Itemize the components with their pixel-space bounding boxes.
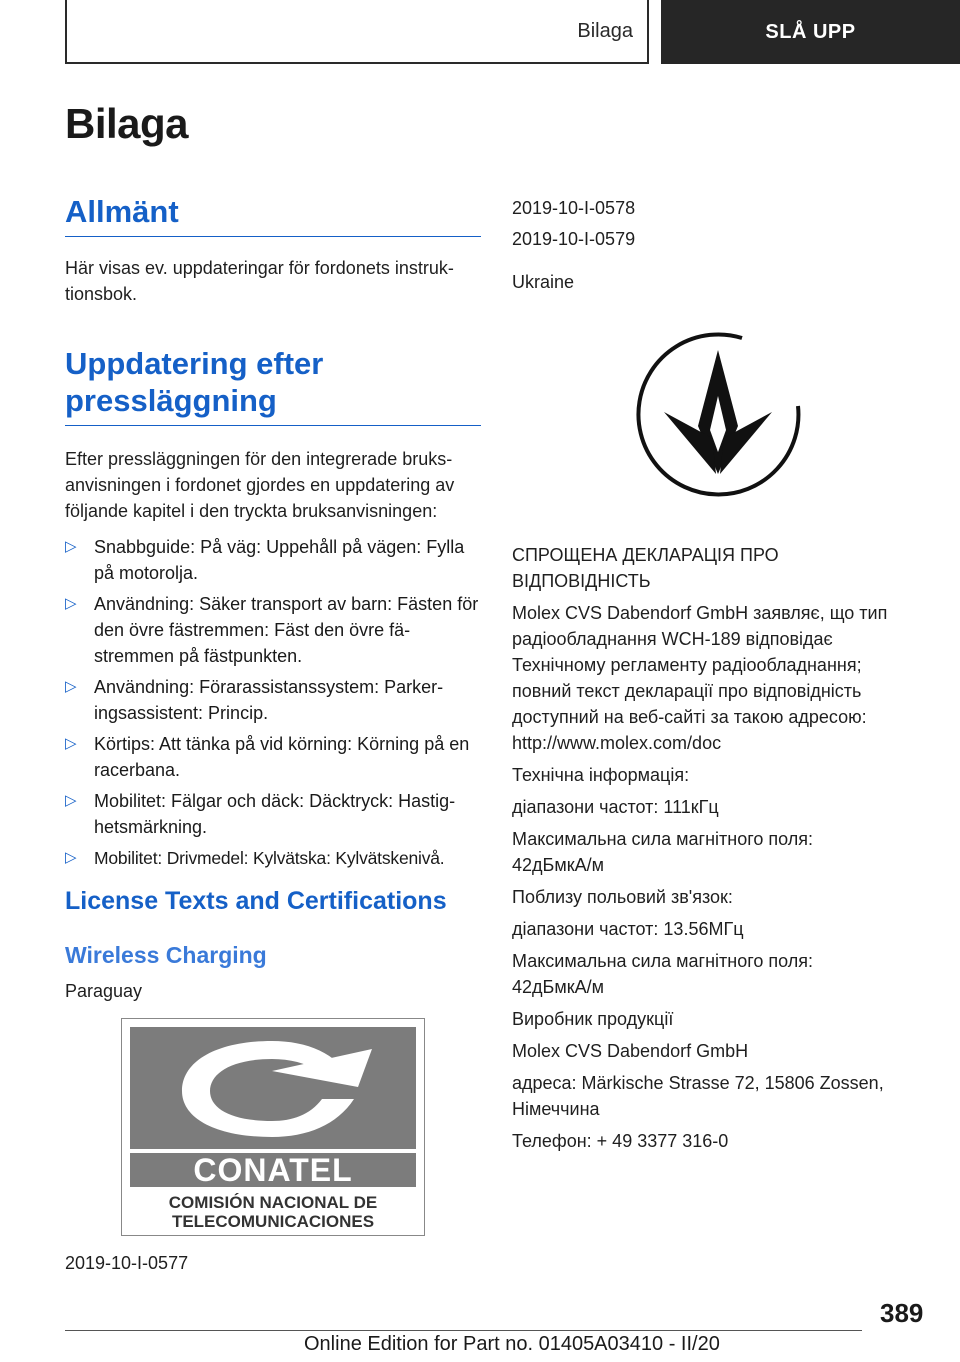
ukraine-conformity-mark-icon <box>630 326 806 502</box>
ukraine-label: Ukraine <box>512 272 575 292</box>
list-item: ▷ Användning: Förarassistanssystem: Parker-ingsassistent: Princip. <box>65 674 481 726</box>
update-heading-line1: Uppdatering efter <box>65 346 324 381</box>
frequency-range-2: діапазони частот: 13.56МГц <box>512 919 744 939</box>
cert-id-paraguay: 2019-10-I-0577 <box>65 1253 189 1273</box>
tech-info-label: Технічна інформація: <box>512 765 690 785</box>
triangle-bullet-icon: ▷ <box>65 735 77 752</box>
nfc-label: Поблизу польовий зв'язок: <box>512 887 733 907</box>
manufacturer-phone: Телефон: + 49 3377 316-0 <box>512 1131 729 1151</box>
declaration-text <box>512 542 922 1160</box>
section-tab[interactable] <box>65 0 649 64</box>
triangle-bullet-icon: ▷ <box>65 792 77 809</box>
conatel-logo <box>121 1018 425 1236</box>
update-list <box>65 534 481 871</box>
page-number: 389 <box>880 1298 924 1328</box>
frequency-range-1: діапазони частот: 111кГц <box>512 797 719 817</box>
triangle-bullet-icon: ▷ <box>65 538 77 555</box>
allmant-heading: Allmänt <box>65 193 481 237</box>
section-tab-label: Bilaga <box>577 19 633 42</box>
conatel-line1: COMISIÓN NACIONAL DE <box>168 1193 378 1212</box>
list-item: ▷ Körtips: Att tänka på vid körning: Körning på en racerbana. <box>65 731 481 783</box>
list-item: ▷ Snabbguide: På väg: Uppehåll på vägen: Fylla på motorolja. <box>65 534 481 586</box>
list-item: ▷ Mobilitet: Fälgar och däck: Däcktryck: Hastig-hetsmärkning. <box>65 788 481 840</box>
page-title: Bilaga <box>65 100 189 147</box>
declaration-title: СПРОЩЕНА ДЕКЛАРАЦІЯ ПРО ВІДПОВІДНІСТЬ <box>512 545 779 591</box>
allmant-text: Här visas ev. uppdateringar för fordonets instruk-tionsbok. <box>65 258 454 304</box>
cert-id: 2019-10-I-0578 <box>512 198 636 218</box>
magnetic-field-2: Максимальна сила магнітного поля: 42дБмкА/м <box>512 951 814 997</box>
manufacturer-name: Molex CVS Dabendorf GmbH <box>512 1041 749 1061</box>
update-intro: Efter pressläggningen för den integrerade bruks-anvisningen i fordonet gjordes en uppdatering av följande kapitel i den tryckta bruksanvisningen: <box>65 449 455 521</box>
manufacturer-address: адреса: Märkische Strasse 72, 15806 Zossen, Німеччина <box>512 1073 884 1119</box>
paraguay-label: Paraguay <box>65 981 143 1001</box>
conatel-brand: CONATEL <box>193 1151 353 1188</box>
lookup-tab[interactable] <box>661 0 960 64</box>
triangle-bullet-icon: ▷ <box>65 595 77 612</box>
magnetic-field-1: Максимальна сила магнітного поля: 42дБмкА/м <box>512 829 814 875</box>
list-item: ▷ Mobilitet: Drivmedel: Kylvätska: Kylvätskenivå. <box>65 845 481 871</box>
license-heading: License Texts and Certifications <box>65 887 447 915</box>
conatel-line2: TELECOMUNICACIONES <box>171 1212 375 1231</box>
update-heading <box>65 345 481 426</box>
list-item: ▷ Användning: Säker transport av barn: Fästen för den övre fästremmen: Fäst den övre fä-stremmen på fästpunkten. <box>65 591 481 669</box>
manufacturer-label: Виробник продукції <box>512 1009 674 1029</box>
footer-divider <box>65 1330 862 1331</box>
lookup-tab-label: SLÅ UPP <box>765 20 856 43</box>
triangle-bullet-icon: ▷ <box>65 849 77 866</box>
wireless-charging-heading: Wireless Charging <box>65 942 267 968</box>
update-heading-line2: pressläggning <box>65 383 277 418</box>
conatel-subtitle <box>122 1193 424 1231</box>
edition-text: Online Edition for Part no. 01405A03410 - II/20 <box>304 1333 720 1355</box>
triangle-bullet-icon: ▷ <box>65 678 77 695</box>
declaration-body: Molex CVS Dabendorf GmbH заявляє, що тип радіообладнання WCH-189 відповідає Технічному регламенту радіообладнання; повний текст декларації про відповідність доступний на веб-сайті за такою адресою: http://www.molex.com/doc <box>512 603 888 753</box>
cert-id: 2019-10-I-0579 <box>512 229 636 249</box>
